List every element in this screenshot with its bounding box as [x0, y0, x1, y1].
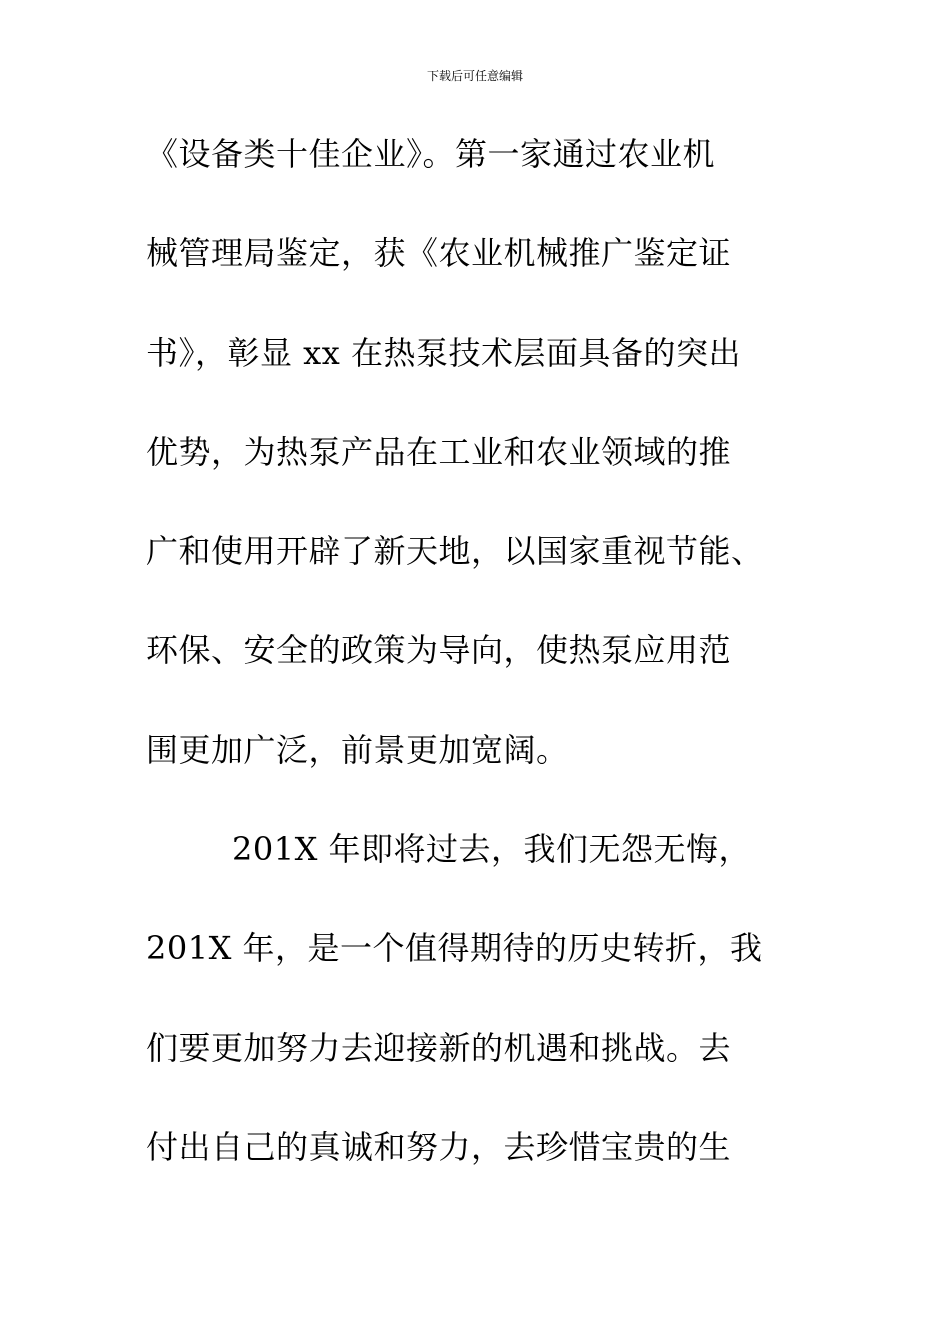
- page-header: 下载后可任意编辑: [426, 69, 523, 83]
- text-line: 围更加广泛，前景更加宽阔。: [146, 730, 569, 769]
- text-line: 201X 年，是一个值得期待的历史转折，我: [146, 929, 763, 968]
- paragraph-start-line: 201X 年即将过去，我们无怨无悔，: [232, 830, 752, 869]
- text-line: 环保、安全的政策为导向，使热泵应用范: [146, 631, 732, 670]
- text-line: 付出自己的真诚和努力，去珍惜宝贵的生: [146, 1127, 732, 1166]
- text-line: 优势，为热泵产品在工业和农业领域的推: [146, 432, 732, 471]
- document-body: [146, 124, 806, 1216]
- text-line: 广和使用开辟了新天地，以国家重视节能、: [146, 532, 764, 571]
- text-line: 《设备类十佳企业》。第一家通过农业机: [146, 135, 716, 173]
- text-line: 书》，彰显 xx 在热泵技术层面具备的突出: [146, 333, 741, 372]
- text-line: 们要更加努力去迎接新的机遇和挑战。去: [146, 1028, 732, 1067]
- text-line: 械管理局鉴定，获《农业机械推广鉴定证: [146, 234, 732, 273]
